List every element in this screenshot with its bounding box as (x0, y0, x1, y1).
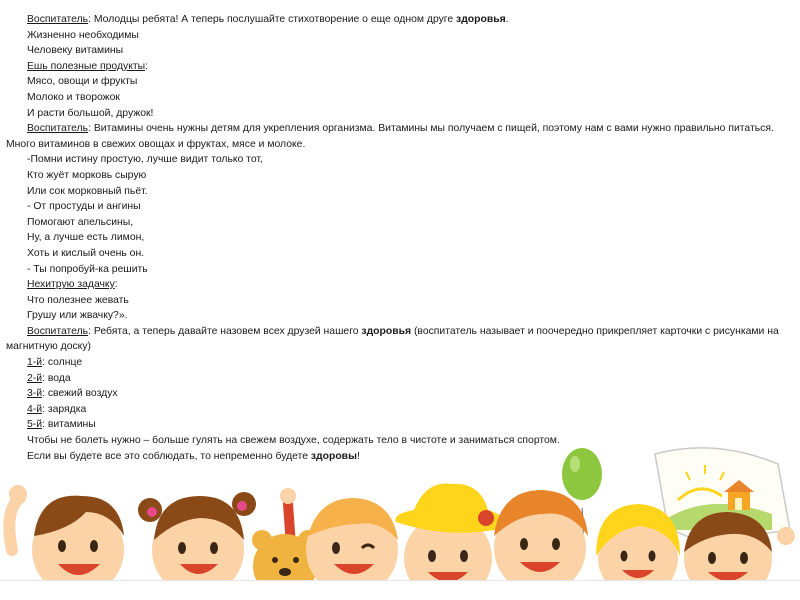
child-5 (494, 490, 588, 594)
doc-line: - Ты попробуй-ка решить (27, 263, 148, 275)
doc-line: 2-й: вода (27, 372, 71, 384)
doc-paragraph: Воспитатель: Витамины очень нужны детям для укрепления организма. Витамины мы получаем с пищей, поэтому нам с вами нужно правильно питаться. Много витаминов в свежих овощах и фруктах, мясе и молоке. (6, 123, 774, 150)
doc-line: 1-й: солнце (27, 357, 83, 369)
doc-line: 4-й: зарядка (27, 403, 87, 415)
doc-line: Нехитрую задачку: (27, 279, 118, 291)
ledge (0, 580, 800, 600)
doc-line: Если вы будете все это соблюдать, то непременно будете здоровы! (27, 450, 360, 462)
doc-paragraph: Воспитатель: Ребята, а теперь давайте назовем всех друзей нашего здоровья (воспитатель называет и поочередно прикрепляет карточки с рисунками на магнитную доску) (6, 325, 779, 353)
child-1 (9, 485, 124, 596)
doc-line: -Помни истину простую, лучше видит только тот, (27, 154, 263, 166)
doc-line: Грушу или жвачку?». (27, 310, 128, 322)
children-illustration (0, 440, 800, 600)
doc-line: И расти большой, дружок! (27, 107, 154, 119)
doc-line: Кто жуёт морковь сырую (27, 169, 147, 181)
doc-line: Жизненно необходимы (27, 29, 139, 41)
doc-line: 5-й: витамины (27, 419, 96, 431)
doc-line: Ешь полезные продукты: (27, 60, 148, 72)
doc-line: Помогают апельсины, (27, 216, 134, 228)
doc-line: Мясо, овощи и фрукты (27, 76, 138, 88)
doc-line: Или сок морковный пьёт. (27, 185, 148, 197)
doc-line: Хоть и кислый очень он. (27, 247, 145, 259)
doc-line: Что полезнее жевать (27, 294, 129, 306)
doc-line: Воспитатель: Молодцы ребята! А теперь послушайте стихотворение о еще одном друге здоровья. (27, 14, 509, 25)
doc-line: Чтобы не болеть нужно – больше гулять на свежем воздухе, содержать тело в чистоте и заниматься спортом. (27, 435, 560, 447)
doc-line: Человеку витамины (27, 45, 124, 57)
doc-line: Ну, а лучше есть лимон, (27, 232, 145, 244)
doc-line: Молоко и творожок (27, 91, 120, 103)
doc-line: - От простуды и ангины (27, 201, 141, 213)
doc-line: 3-й: свежий воздух (27, 388, 118, 400)
document-text (6, 12, 792, 464)
